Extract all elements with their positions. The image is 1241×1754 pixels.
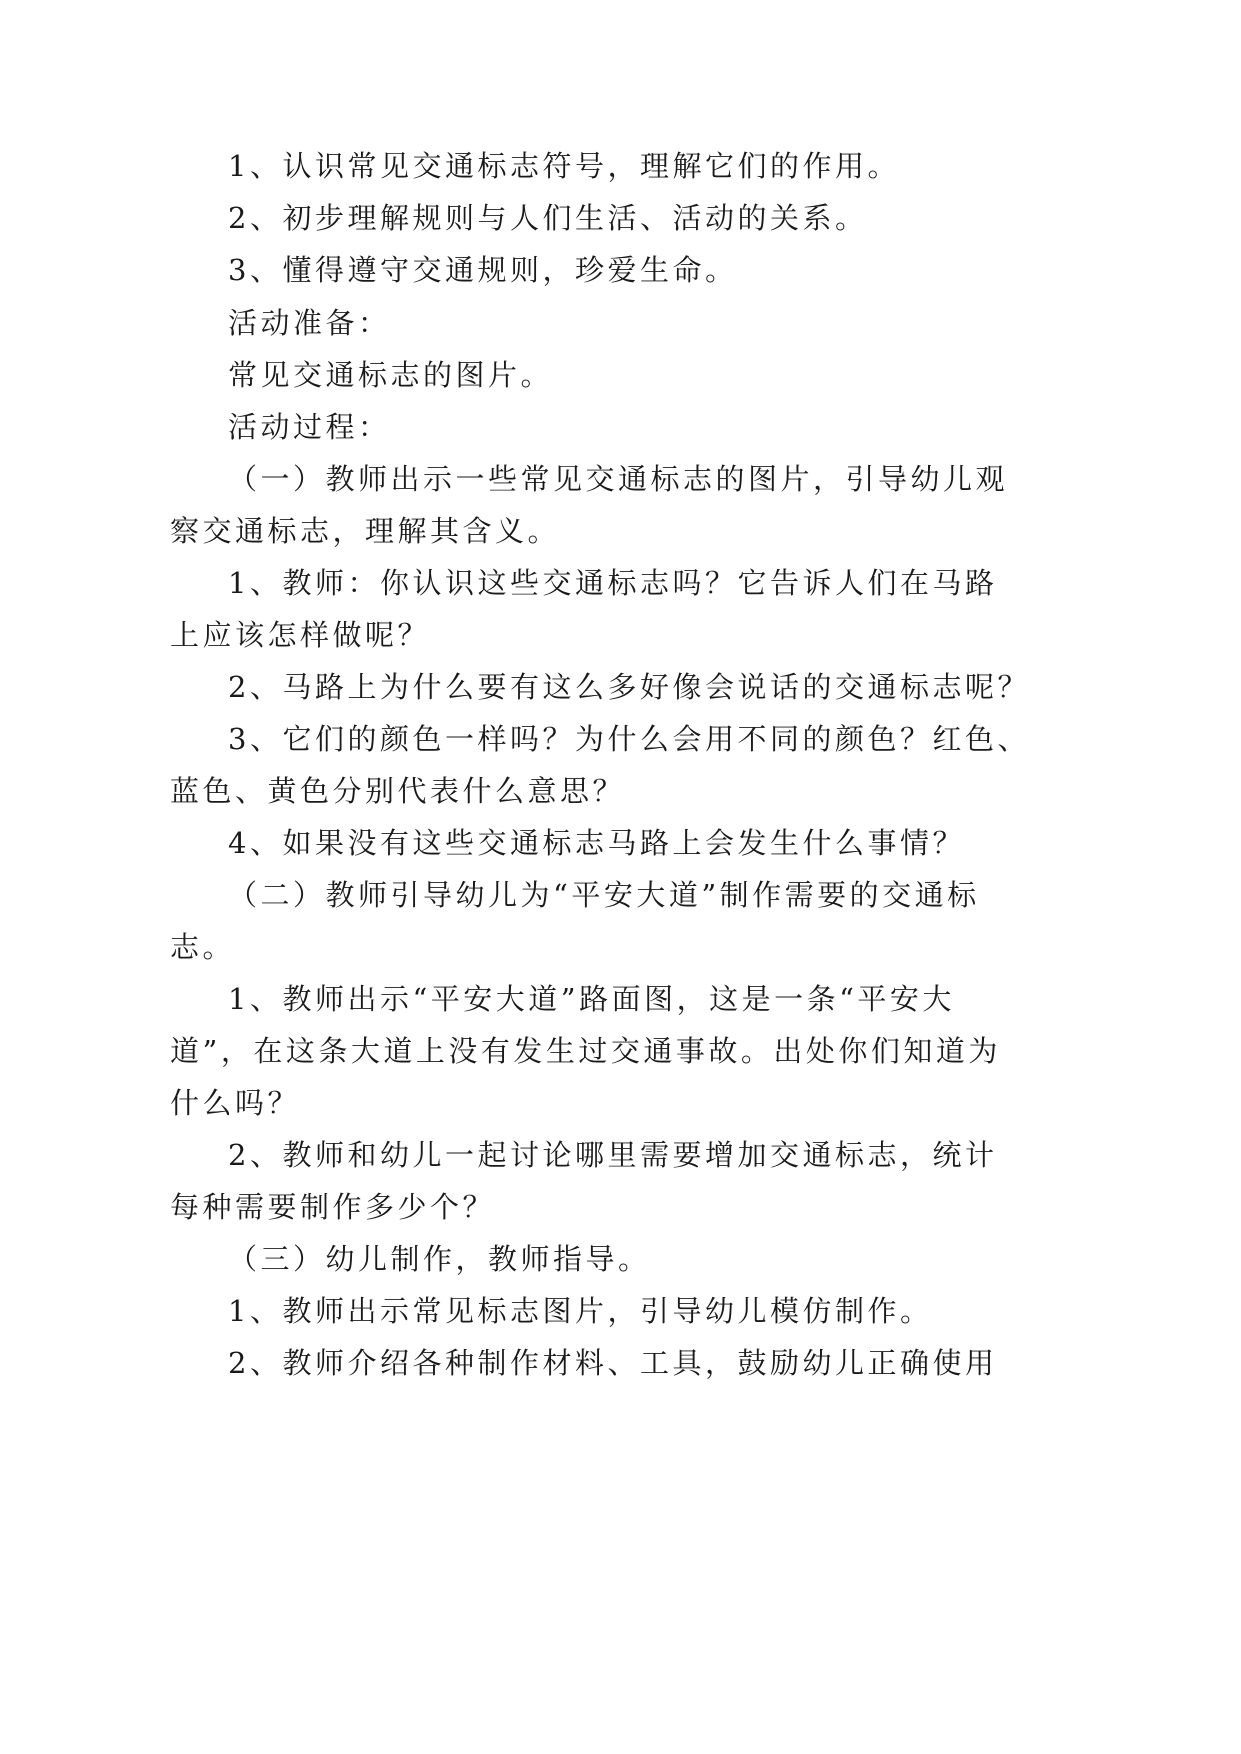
section-3-step-2: 2、教师介绍各种制作材料、工具，鼓励幼儿正确使用 xyxy=(228,1346,998,1380)
section-1-line-2: 察交通标志，理解其含义。 xyxy=(170,514,561,548)
section-1-line-1: （一）教师出示一些常见交通标志的图片，引导幼儿观 xyxy=(228,462,1009,496)
section-2-line-2: 志。 xyxy=(170,930,236,964)
step-2-line-1: 2、教师和幼儿一起讨论哪里需要增加交通标志，统计 xyxy=(228,1138,998,1172)
step-1-line-2: 道”，在这条大道上没有发生过交通事故。出处你们知道为 xyxy=(170,1034,1001,1068)
section-2-line-1: （二）教师引导幼儿为“平安大道”制作需要的交通标 xyxy=(228,878,980,912)
question-1-line-2: 上应该怎样做呢？ xyxy=(170,618,431,652)
question-4: 4、如果没有这些交通标志马路上会发生什么事情？ xyxy=(228,826,965,860)
step-1-line-1: 1、教师出示“平安大道”路面图，这是一条“平安大 xyxy=(228,982,955,1016)
question-3-line-1: 3、它们的颜色一样吗？为什么会用不同的颜色？红色、 xyxy=(228,722,1030,756)
heading-preparation: 活动准备： xyxy=(228,306,391,340)
question-3-line-2: 蓝色、黄色分别代表什么意思？ xyxy=(170,774,626,808)
section-3-step-1: 1、教师出示常见标志图片，引导幼儿模仿制作。 xyxy=(228,1294,933,1328)
objective-3: 3、懂得遵守交通规则，珍爱生命。 xyxy=(228,253,738,287)
question-1-line-1: 1、教师：你认识这些交通标志吗？它告诉人们在马路 xyxy=(228,566,998,600)
step-2-line-2: 每种需要制作多少个？ xyxy=(170,1190,496,1224)
objective-1: 1、认识常见交通标志符号，理解它们的作用。 xyxy=(228,149,900,183)
heading-process: 活动过程： xyxy=(228,410,391,444)
preparation-text: 常见交通标志的图片。 xyxy=(228,358,554,392)
objective-2: 2、初步理解规则与人们生活、活动的关系。 xyxy=(228,201,868,235)
question-2: 2、马路上为什么要有这么多好像会说话的交通标志呢？ xyxy=(228,670,1030,704)
step-1-line-3: 什么吗？ xyxy=(170,1086,301,1120)
section-3-heading: （三）幼儿制作，教师指导。 xyxy=(228,1242,651,1276)
